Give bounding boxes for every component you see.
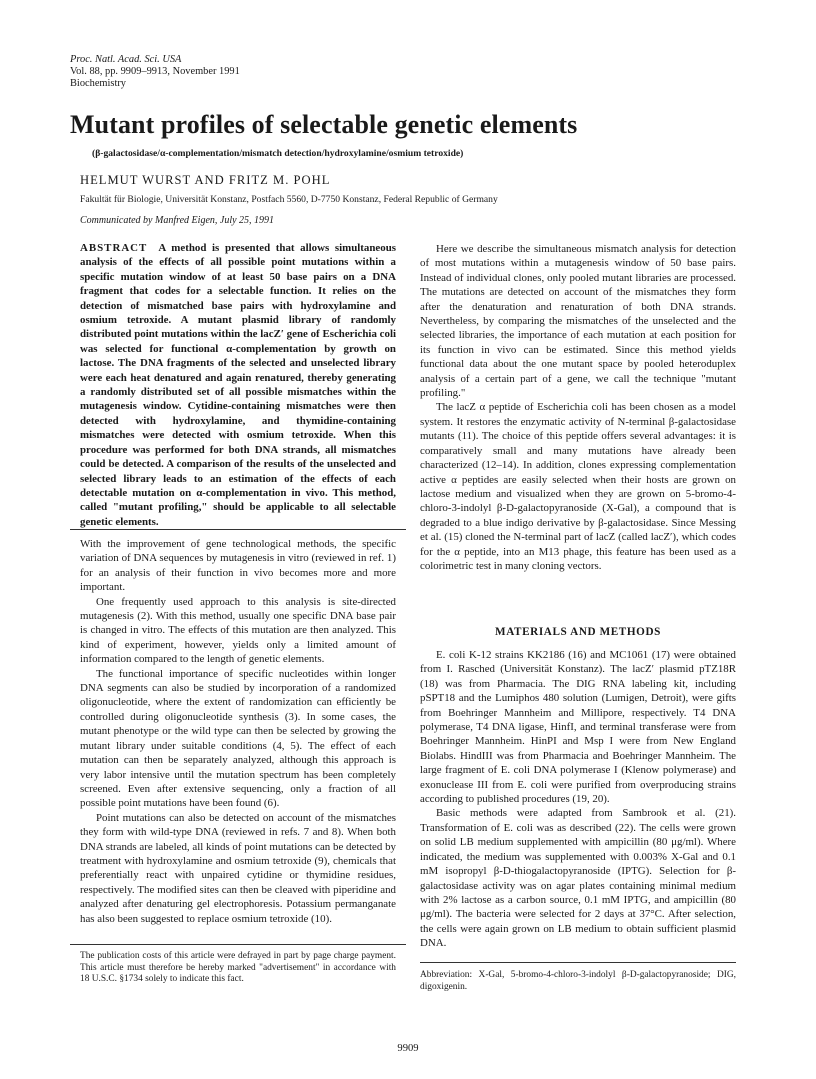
abstract: [80, 241, 396, 529]
journal-section: Biochemistry: [70, 78, 126, 89]
abstract-divider: [70, 529, 406, 530]
journal-info: [70, 54, 240, 90]
article-title: Mutant profiles of selectable genetic elements: [70, 110, 578, 139]
article-keywords: (β-galactosidase/α-complementation/mismatch detection/hydroxylamine/osmium tetroxide): [92, 148, 464, 159]
left-column: [80, 537, 396, 926]
section-heading: MATERIALS AND METHODS: [495, 626, 661, 638]
body-paragraph: The functional importance of specific nucleotides within longer DNA segments can also be studied by incorporation of a randomized oligonucleotide, where the extent of randomization can efficiently be controlled during oligonucleotide synthesis (3). In some cases, the mutant phenotype or the wild type can then be selected by growing the mutant library under suitable conditions (4, 5). The effect of each mutation can then be separately analyzed, although this approach is very labor intensive until the mutation spectrum has been completely screened. Even after extensive sequencing, only a fraction of all possible point mutations have been found (6).: [80, 667, 396, 810]
journal-name: Proc. Natl. Acad. Sci. USA: [70, 54, 182, 65]
page-number: 9909: [397, 1043, 419, 1054]
article-authors: HELMUT WURST AND FRITZ M. POHL: [80, 173, 331, 187]
body-paragraph: Here we describe the simultaneous mismatch analysis for detection of most mutations within a mutagenesis window of 50 base pairs. Instead of individual clones, only pooled mutant libraries are processed. The mutations are detected on account of the mismatches they form after the denaturation and renaturation of both DNA strands. Nevertheless, by comparing the mismatches of the unselected and the selected libraries, the importance of each mutation at each position for its function in vivo can be estimated. Since this method yields functional data about the one mutant space by pooled heteroduplex analysis of a certain part of a gene, we call the technique "mutant profiling.": [420, 243, 736, 400]
communicated-by: Communicated by Manfred Eigen, July 25, 1991: [80, 215, 275, 226]
abstract-text: A method is presented that allows simultaneous analysis of the effects of all possible point mutations within a specific mutation window of at least 50 base pairs on a DNA fragment that codes for a selectable function. It relies on the detection of mismatched base pairs with hydroxylamine and osmium tetroxide. A mutant plasmid library of randomly distributed point mutations within the lacZ′ gene of Escherichia coli was selected for functional α-complementation by growth on lactose. The DNA fragments of the selected and unselected library were each heat denatured and again renatured, thereby generating a randomly distributed set of all possible mismatches within the mutagenesis window. Cytidine-containing mismatches were then detected with hydroxylamine, and thymidine-containing mismatches were detected with osmium tetroxide. When this procedure was performed for both DNA strands, all mismatches could be detected. A comparison of the results of the unselected and selected library leads to an estimation of the effects of each detectable mutation on α-complementation in vivo. This method, called "mutant profiling," should be applicable to all selectable genetic elements.: [80, 242, 396, 528]
footnote-divider-left: [70, 944, 406, 945]
journal-citation: Vol. 88, pp. 9909–9913, November 1991: [70, 66, 240, 77]
body-paragraph: One frequently used approach to this analysis is site-directed mutagenesis (2). With this method, usually one specific DNA base pair is changed in vitro. The effects of this mutation are then analyzed. This kind of experiment, however, yields only a limited amount of information compared to the length of genetic elements.: [80, 595, 396, 666]
body-paragraph: Basic methods were adapted from Sambrook et al. (21). Transformation of E. coli was as described (22). The cells were grown on solid LB medium supplemented with ampicillin (80 μg/ml). Where indicated, the medium was supplemented with 0.003% X-Gal and 0.1 mM isopropyl β-D-thiogalactopyranoside (IPTG). Selection for β-galactosidase activity was on agar plates containing minimal medium with 2% lactose as a carbon source, 0.1 mM IPTG, and ampicillin (80 μg/ml). The bacteria were selected for 2 days at 37°C. After selection, the cells were again grown on LB medium to obtain sufficient plasmid DNA.: [420, 807, 736, 950]
body-paragraph: With the improvement of gene technological methods, the specific variation of DNA sequences by mutagenesis in vitro (reviewed in ref. 1) for an analysis of their function in vivo becomes more and more important.: [80, 538, 396, 594]
footnote-abbreviations: Abbreviation: X-Gal, 5-bromo-4-chloro-3-indolyl β-D-galactopyranoside; DIG, digoxigenin.: [420, 970, 736, 992]
body-paragraph: Point mutations can also be detected on account of the mismatches they form with wild-type DNA (reviewed in refs. 7 and 8). When both DNA strands are labeled, all kinds of point mutations can be detected by treatment with hydroxylamine and osmium tetroxide (9), chemicals that preferentially react with unpaired cytidine or thymidine residues, respectively. The modified sites can then be cleaved with piperidine and analyzed after denaturing gel electrophoresis. Potassium permanganate has also been suggested to replace osmium tetroxide (10).: [80, 811, 396, 925]
right-column-methods: [420, 648, 736, 951]
body-paragraph: E. coli K-12 strains KK2186 (16) and MC1061 (17) were obtained from I. Rasched (Universität Konstanz). The lacZ′ plasmid pTZ18R (18) was from Pharmacia. The DIG RNA labeling kit, including pSPT18 and the Lumiphos 480 solution (Lumigen, Detroit), were gifts from Boehringer Mannheim and Millipore, respectively. T4 DNA polymerase, T4 DNA ligase, HinfI, and terminal transferase were from Boehringer Mannheim. HinPI and Msp I were from New England Biolabs. HindIII was from Pharmacia and Boehringer Mannheim. The large fragment of E. coli DNA polymerase I (Klenow polymerase) and exonuclease III from E. coli were purified from overproducing strains according to published procedures (19, 20).: [420, 649, 736, 806]
footnote-divider-right: [420, 962, 736, 963]
abstract-heading: ABSTRACT: [80, 242, 148, 254]
right-column-intro: [420, 242, 736, 573]
article-affiliation: Fakultät für Biologie, Universität Konstanz, Postfach 5560, D-7750 Konstanz, Federal Republic of Germany: [80, 194, 498, 205]
footnote-publication-costs: The publication costs of this article were defrayed in part by page charge payment. This article must therefore be hereby marked "advertisement" in accordance with 18 U.S.C. §1734 solely to indicate this fact.: [80, 951, 396, 984]
body-paragraph: The lacZ α peptide of Escherichia coli has been chosen as a model system. It restores the enzymatic activity of N-terminal β-galactosidase mutants (11). The choice of this peptide offers several advantages: it is comparatively small and many mutations have already been characterized (12–14). In addition, clones expressing complementation active α peptides are easily selected when their hosts are grown on lactose medium and visualized when they are grown on 5-bromo-4-chloro-3-indolyl β-D-galactopyranoside (X-Gal), a compound that is degraded to a blue indigo derivative by β-galactosidase. Since Messing et al. (15) cloned the N-terminal part of lacZ (called lacZ′), which codes for the α peptide, into an M13 phage, this feature has been used as a colorimetric test in many cloning vectors.: [420, 401, 736, 572]
